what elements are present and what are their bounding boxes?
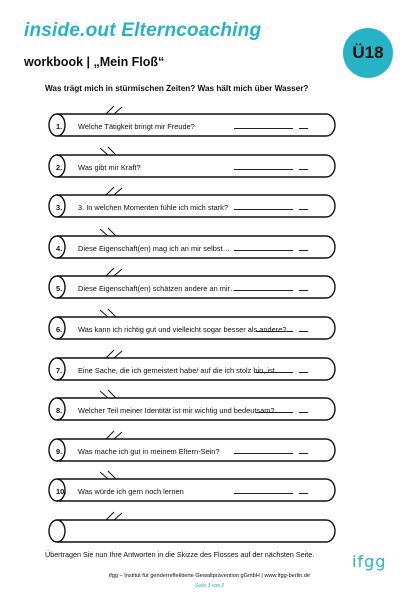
row-question: Diese Eigenschaft(en) schätzen andere an mir… (78, 284, 238, 294)
row-number: 6. (56, 325, 63, 334)
row-number: 4. (56, 243, 63, 253)
log-row (46, 110, 336, 142)
answer-blank[interactable] (234, 250, 293, 251)
workbook-subtitle: workbook | „Mein Floß“ (24, 55, 165, 69)
answer-blank[interactable] (299, 453, 308, 454)
row-number: 9. (56, 446, 63, 456)
row-number: 1. (56, 122, 63, 131)
guiding-question: Was trägt mich in stürmischen Zeiten? Was hält mich über Wasser? (45, 84, 309, 93)
answer-blank[interactable] (234, 453, 293, 454)
row-number: 3. (56, 203, 63, 213)
log-row (46, 272, 336, 304)
row-number: 8. (56, 406, 63, 416)
answer-blank[interactable] (299, 209, 308, 210)
log-row (46, 232, 336, 264)
log-outline-icon (46, 516, 336, 548)
row-number: 10. (56, 487, 67, 497)
answer-blank[interactable] (256, 331, 293, 332)
row-question: Was würde ich gern noch lernen (78, 487, 184, 497)
page-number: Seite 1 von 2 (194, 583, 225, 589)
answer-blank[interactable] (256, 412, 293, 413)
answer-blank[interactable] (299, 169, 308, 170)
row-question: Diese Eigenschaft(en) mag ich an mir selbst… (78, 243, 230, 253)
answer-blank[interactable] (256, 372, 293, 373)
row-number: 5. (56, 284, 63, 294)
answer-blank[interactable] (234, 290, 293, 291)
row-question: Eine Sache, die ich gemeistert habe/ auf die ich stolz bin, ist… (78, 365, 283, 375)
log-row (46, 313, 336, 345)
answer-blank[interactable] (234, 493, 293, 494)
row-question: Was kann ich richtig gut und vielleicht sogar besser als andere? (78, 325, 287, 334)
answer-blank[interactable] (234, 209, 293, 210)
exercise-badge-label: Ü18 (352, 43, 384, 62)
row-question: Was gibt mir Kraft? (78, 162, 141, 172)
row-number: 2. (56, 162, 63, 172)
log-row (46, 435, 336, 467)
row-question: Welcher Teil meiner Identität ist mir wichtig und bedeutsam? (78, 406, 275, 416)
row-question: 3. In welchen Momenten fühle ich mich stark? (78, 203, 228, 213)
answer-blank[interactable] (234, 128, 293, 129)
ifgg-logo: ifgg (352, 552, 387, 571)
log-row (46, 354, 336, 386)
log-row (46, 475, 336, 507)
log-row (46, 394, 336, 426)
instruction-note: Übertragen Sie nun Ihre Antworten in die Skizze des Flosses auf der nächsten Seite. (45, 550, 315, 559)
answer-blank[interactable] (299, 412, 308, 413)
answer-blank[interactable] (234, 169, 293, 170)
answer-blank[interactable] (299, 250, 308, 251)
row-question: Welche Tätigkeit bringt mir Freude? (78, 122, 195, 131)
row-number: 7. (56, 365, 63, 375)
answer-blank[interactable] (299, 493, 308, 494)
institute-footer: ifgg – Institut für genderreflektierte Gewaltprävention gGmbH | www.ifgg-berlin.de (108, 573, 311, 579)
log-row (46, 191, 336, 223)
log-row (46, 516, 336, 548)
answer-blank[interactable] (299, 290, 308, 291)
row-question: Was mache ich gut in meinem Eltern-Sein? (78, 446, 220, 456)
answer-blank[interactable] (299, 331, 308, 332)
brand-title: inside.out Elterncoaching (24, 20, 262, 41)
log-row (46, 151, 336, 183)
answer-blank[interactable] (299, 128, 308, 129)
answer-blank[interactable] (299, 372, 308, 373)
